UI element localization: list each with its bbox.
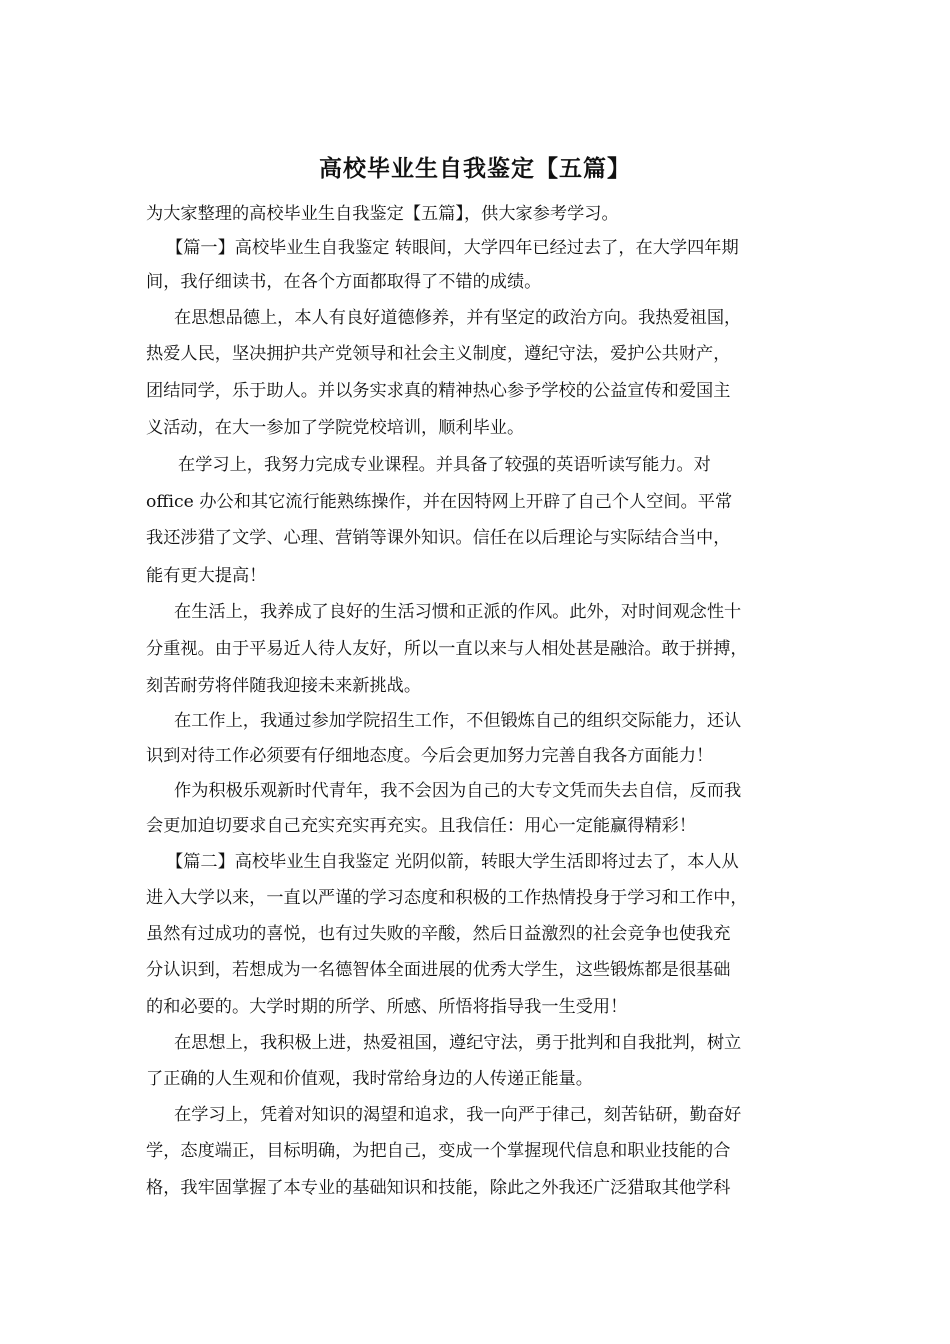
- paragraph-line: 在思想品德上，本人有良好道德修养，并有坚定的政治方向。我热爱祖国，: [174, 308, 742, 328]
- paragraph-line: 识到对待工作必须要有仔细地态度。今后会更加努力完善自我各方面能力！: [146, 746, 714, 766]
- paragraph-line: 作为积极乐观新时代青年，我不会因为自己的大专文凭而失去自信，反而我: [174, 781, 742, 801]
- paragraph-line: 在学习上，我努力完成专业课程。并具备了较强的英语听读写能力。对: [178, 455, 711, 475]
- paragraph-line: office 办公和其它流行能熟练操作，并在因特网上开辟了自己个人空间。平常: [146, 492, 733, 512]
- paragraph-line: 学，态度端正，目标明确，为把自己，变成一个掌握现代信息和职业技能的合: [146, 1141, 731, 1161]
- paragraph-line: 格，我牢固掌握了本专业的基础知识和技能，除此之外我还广泛猎取其他学科: [146, 1178, 731, 1198]
- paragraph-line: 进入大学以来，一直以严谨的学习态度和积极的工作热情投身于学习和工作中，: [146, 888, 748, 908]
- paragraph-line: 分重视。由于平易近人待人友好，所以一直以来与人相处甚是融洽。敢于拼搏，: [146, 639, 748, 659]
- paragraph-line: 刻苦耐劳将伴随我迎接未来新挑战。: [146, 676, 422, 696]
- paragraph-line: 在工作上，我通过参加学院招生工作，不但锻炼自己的组织交际能力，还认: [174, 711, 742, 731]
- paragraph-line: 在生活上，我养成了良好的生活习惯和正派的作风。此外，对时间观念性十: [174, 602, 742, 622]
- paragraph-line: 义活动，在大一参加了学院党校培训，顺利毕业。: [146, 418, 525, 438]
- paragraph-line: 在思想上，我积极上进，热爱祖国，遵纪守法，勇于批判和自我批判，树立: [174, 1033, 742, 1053]
- paragraph-line: 间，我仔细读书，在各个方面都取得了不错的成绩。: [146, 272, 542, 292]
- paragraph-line: 热爱人民，坚决拥护共产党领导和社会主义制度，遵纪守法，爱护公共财产，: [146, 344, 731, 364]
- paragraph-line: 能有更大提高！: [146, 566, 267, 586]
- paragraph-line: 团结同学，乐于助人。并以务实求真的精神热心参予学校的公益宣传和爱国主: [146, 381, 731, 401]
- paragraph-line: 的和必要的。大学时期的所学、所感、所悟将指导我一生受用！: [146, 997, 628, 1017]
- paragraph-line: 虽然有过成功的喜悦，也有过失败的辛酸，然后日益激烈的社会竞争也使我充: [146, 924, 731, 944]
- paragraph-line: 分认识到，若想成为一名德智体全面进展的优秀大学生，这些锻炼都是很基础: [146, 960, 731, 980]
- paragraph-line: 在学习上，凭着对知识的渴望和追求，我一向严于律己，刻苦钻研，勤奋好: [174, 1105, 742, 1125]
- paragraph-line: 【篇二】高校毕业生自我鉴定 光阴似箭，转眼大学生活即将过去了，本人从: [166, 852, 739, 872]
- paragraph-line: 会更加迫切要求自己充实充实再充实。且我信任：用心一定能赢得精彩！: [146, 816, 697, 836]
- document-title: 高校毕业生自我鉴定【五篇】: [319, 156, 631, 182]
- paragraph-line: 我还涉猎了文学、心理、营销等课外知识。信任在以后理论与实际结合当中，: [146, 528, 731, 548]
- paragraph-line: 了正确的人生观和价值观，我时常给身边的人传递正能量。: [146, 1069, 593, 1089]
- paragraph-line: 【篇一】高校毕业生自我鉴定 转眼间，大学四年已经过去了，在大学四年期: [166, 238, 739, 258]
- paragraph-line: 为大家整理的高校毕业生自我鉴定【五篇】，供大家参考学习。: [146, 204, 619, 224]
